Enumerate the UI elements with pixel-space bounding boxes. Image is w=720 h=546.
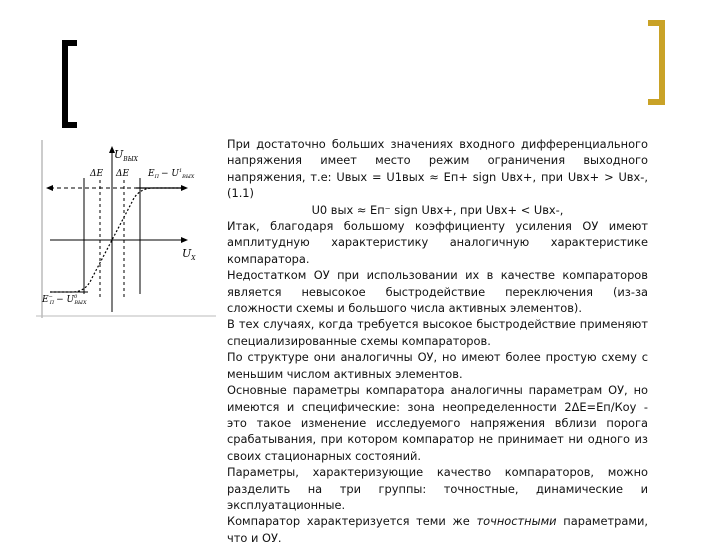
transfer-characteristic-svg	[36, 140, 216, 318]
formula-line: U0 вых ≈ Еп⁻ sign Uвх+, при Uвх+ < Uвх-,	[311, 202, 564, 217]
paragraph-limit-mode: При достаточно больших значениях входного дифференциального напряжения имеет место режим ограничения выходного напряжения, т.е: Uвых = U1вых ≈ Еп+ sign Uвх+, при Uвх+ > Uвх-, (1.1)	[227, 137, 648, 201]
accuracy-text-end: параметрами, что и ОУ.	[227, 514, 648, 545]
e-plus-label: $E_П - U^1_{ВЫХ}$	[148, 168, 195, 180]
delta-e-left-label: ΔE	[90, 169, 104, 179]
upper-level-left-arrow	[46, 185, 53, 191]
paragraph-amplitude-characteristic: Итак, благодаря большому коэффициенту усиления ОУ имеют амплитудную характеристику аналогичную характеристике компаратора.	[227, 219, 648, 266]
paragraph-parameter-groups: Параметры, характеризующие качество компараторов, можно разделить на три группы: точностные, динамические и эксплуатационные.	[227, 465, 648, 512]
transfer-characteristic-figure	[36, 140, 216, 318]
paragraph-parameters: Основные параметры компаратора аналогичны параметрам ОУ, но имеются и специфические: зона неопределенности 2ΔE=Еп/Коу - это такое изменение исследуемого напряжения вблизи порога срабатывания, при котором компаратор не принимает ни одного из своих стационарных состояний.	[227, 383, 648, 463]
paragraph-drawback: Недостатком ОУ при использовании их в качестве компараторов является невысокое быстродействие переключения (из-за сложности схемы и большого числа активных элементов).	[227, 268, 648, 316]
paragraph-high-speed: В тех случаях, когда требуется высокое быстродействие применяют специализированные схемы компараторов.	[227, 317, 648, 348]
accuracy-text-start: Компаратор характеризуется теми же	[227, 514, 477, 529]
body-text	[227, 136, 648, 546]
paragraph-structure: По структуре они аналогичны ОУ, но имеют более простую схему с меньшим числом активных элементов.	[227, 350, 648, 381]
accuracy-emphasis: точностными	[476, 514, 557, 529]
left-bracket-decoration	[62, 40, 77, 128]
paragraph-accuracy	[227, 513, 648, 546]
x-axis-arrow	[181, 237, 188, 243]
e-minus-label: E− $П - U^0$ ВЫХ	[42, 294, 87, 306]
right-bracket-decoration	[648, 20, 665, 105]
x-axis-label: $U_X$	[182, 247, 196, 262]
delta-e-right-label: ΔE	[116, 169, 130, 179]
y-axis-label: $U_{ВЫХ}$	[114, 148, 138, 163]
